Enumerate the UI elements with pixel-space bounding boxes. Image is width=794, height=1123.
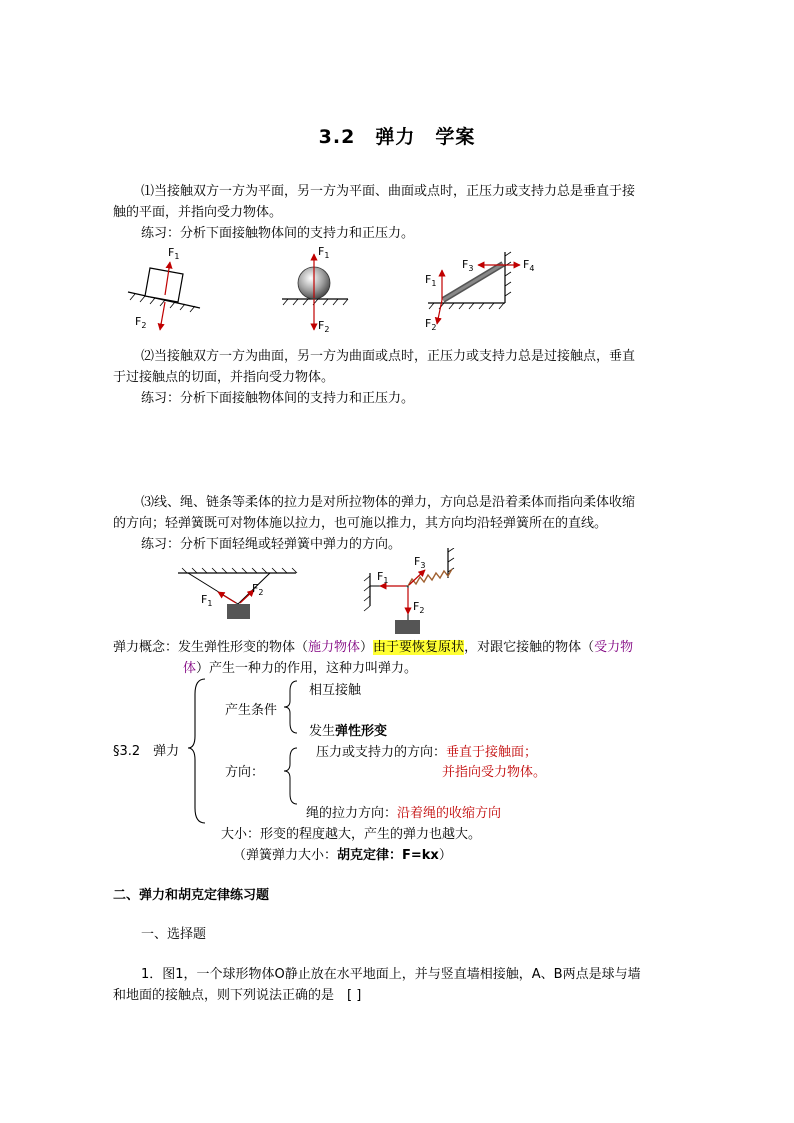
svg-text:F4: $F_4$ [523, 258, 535, 273]
subsection-heading: 一、选择题 [141, 927, 207, 942]
figures-row-1 [0, 240, 794, 340]
figure-rod-against-wall [425, 252, 534, 332]
outline-cond1: 相互接触 [309, 683, 362, 698]
para3-line2: 的方向；轻弹簧既可对物体施以拉力，也可施以推力，其方向均沿轻弹簧所在的直线。 [113, 516, 608, 531]
spring-block [395, 620, 420, 634]
svg-text:F2: $F_2$ [135, 315, 147, 330]
svg-text:F1: $F_1$ [201, 593, 213, 608]
arrow-f1 [218, 592, 236, 603]
figure-spring-rope [364, 548, 454, 634]
concept-line2: 体）产生一种力的作用，这种力叫弹力。 [183, 661, 418, 676]
svg-text:F1: $F_1$ [425, 273, 437, 288]
svg-text:F1: $F_1$ [318, 245, 330, 260]
svg-text:F3: $F_3$ [462, 258, 474, 273]
outline-braces [185, 676, 315, 828]
hanging-block [227, 604, 250, 619]
outline-dir2: 绳的拉力方向：沿着绳的收缩方向 [306, 806, 502, 821]
outline-cond2: 发生弹性形变 [309, 724, 388, 739]
figure-block-on-incline [128, 246, 200, 330]
direction-brace [284, 748, 297, 804]
figure-hanging-block [178, 568, 297, 619]
para2-line2: 于过接触点的切面，并指向受力物体。 [113, 370, 335, 385]
para3-exercise: 练习：分析下面轻绳或轻弹簧中弹力的方向。 [141, 537, 402, 552]
arrow-f2 [160, 302, 165, 330]
outline-dir-label: 方向： [225, 765, 265, 780]
outline-root: §3.2 弹力 [113, 744, 180, 759]
para1-exercise: 练习：分析下面接触物体间的支持力和正压力。 [141, 226, 415, 241]
para2-line1: ⑵当接触双方一方为曲面，另一方为曲面或点时，正压力或支持力总是过接触点，垂直 [141, 349, 636, 364]
outline-cond-label: 产生条件 [225, 703, 278, 718]
main-brace [188, 679, 205, 823]
outline-hooke: （弹簧弹力大小：胡克定律：F=kx） [233, 848, 452, 863]
question1-line2: 和地面的接触点，则下列说法正确的是 [ ] [113, 988, 362, 1003]
svg-text:F2: $F_2$ [413, 600, 425, 615]
para1-line1: ⑴当接触双方一方为平面，另一方为平面、曲面或点时，正压力或支持力总是垂直于接 [141, 184, 636, 199]
svg-text:F2: $F_2$ [318, 319, 330, 334]
arrow-f2 [437, 300, 442, 324]
outline-dir1: 压力或支持力的方向：垂直于接触面； [316, 745, 538, 760]
figures-row-2 [0, 548, 794, 638]
spring [408, 569, 452, 586]
svg-text:F2: $F_2$ [252, 582, 264, 597]
outline-dir1-line2: 并指向受力物体。 [442, 765, 547, 780]
concept-highlight: 由于要恢复原状 [373, 640, 465, 655]
outline-size: 大小：形变的程度越大，产生的弹力也越大。 [221, 827, 482, 842]
condition-brace [284, 681, 297, 733]
para1-line2: 触的平面，并指向受力物体。 [113, 205, 283, 220]
section2-heading: 二、弹力和胡克定律练习题 [113, 888, 270, 903]
para3-line1: ⑶线、绳、链条等柔体的拉力是对所拉物体的弹力，方向总是沿着柔体而指向柔体收缩 [141, 495, 636, 510]
svg-text:F3: $F_3$ [414, 555, 426, 570]
concept-shili: 施力物体 [308, 640, 361, 655]
question1-line1: 1．图1，一个球形物体O静止放在水平地面上，并与竖直墙相接触，A、B两点是球与墙 [141, 967, 641, 982]
concept-shouli: 受力物 [594, 640, 634, 655]
concept-line1: 弹力概念：发生弹性形变的物体（施力物体）由于要恢复原状，对跟它接触的物体（受力物 [113, 640, 634, 655]
figure-ball-on-ground [282, 245, 348, 334]
page-title: 3.2 弹力 学案 [318, 126, 476, 148]
para2-exercise: 练习：分析下面接触物体间的支持力和正压力。 [141, 391, 415, 406]
svg-text:F2: $F_2$ [425, 317, 437, 332]
svg-text:F1: $F_1$ [377, 570, 389, 585]
svg-text:F1: $F_1$ [168, 246, 180, 261]
